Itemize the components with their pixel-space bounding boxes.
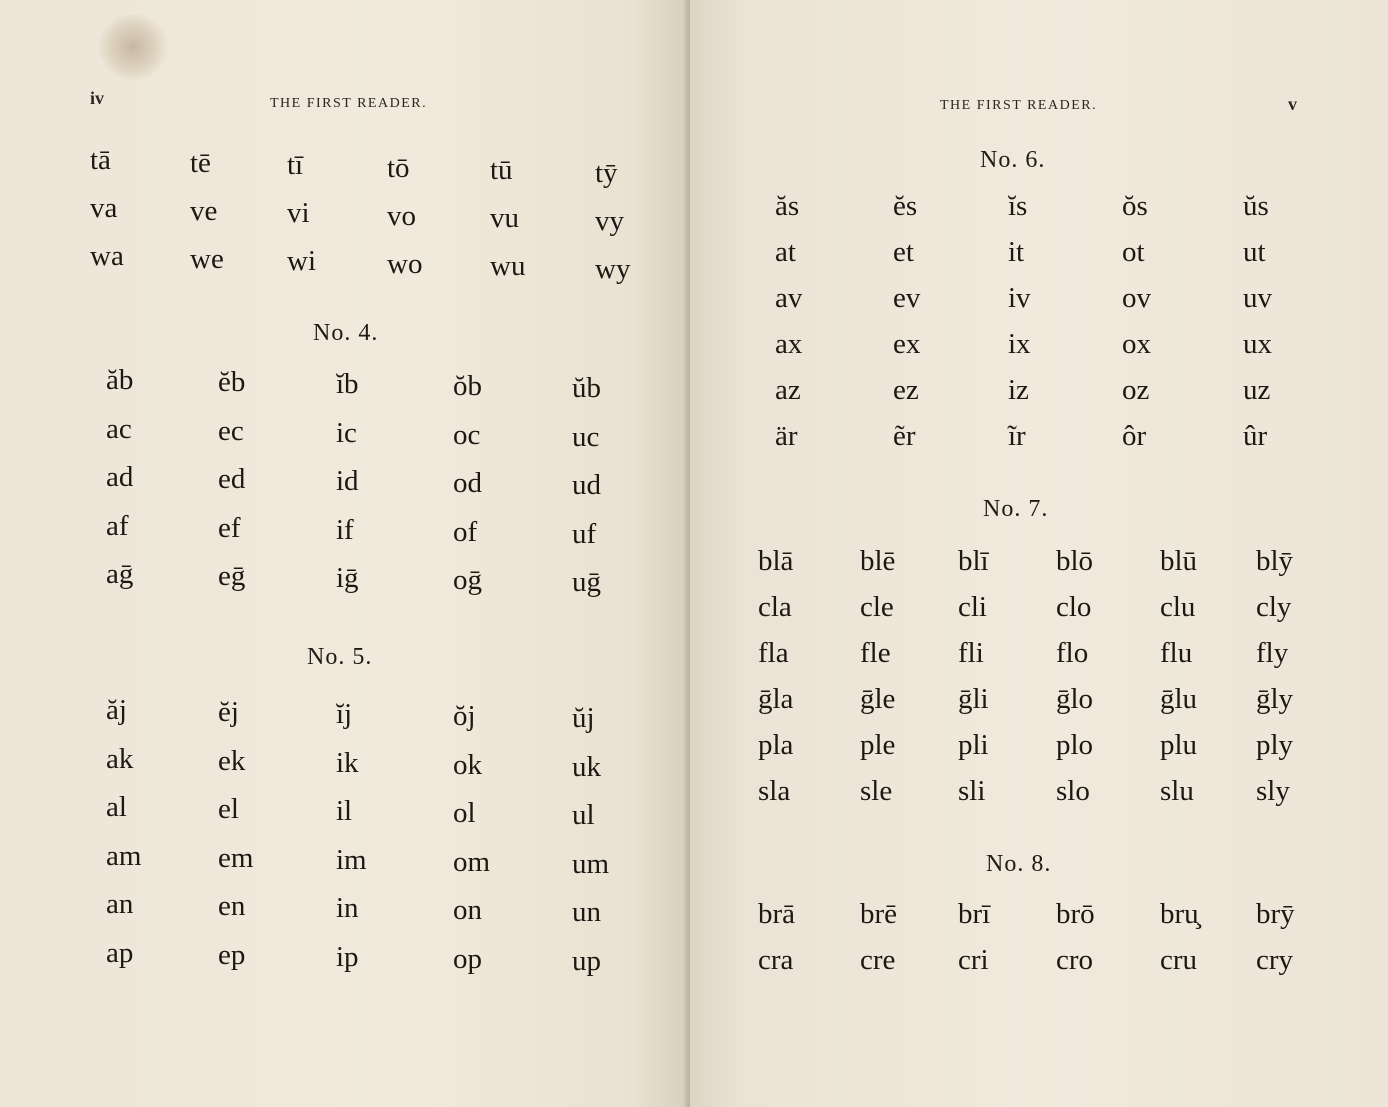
syllable: at	[775, 236, 796, 268]
syllable: iḡ	[336, 562, 359, 594]
syllable: fla	[758, 637, 789, 669]
syllable: ŭj	[572, 702, 595, 734]
syllable: va	[90, 192, 118, 224]
syllable: of	[453, 515, 478, 548]
syllable: uf	[572, 517, 597, 550]
syllable: flu	[1160, 637, 1193, 669]
syllable: iv	[1008, 282, 1031, 314]
syllable: wo	[387, 247, 423, 280]
syllable: ḡle	[860, 683, 896, 715]
syllable: ĭs	[1008, 190, 1028, 222]
syllable: az	[775, 374, 801, 406]
syllable: ep	[218, 938, 246, 971]
right-folio: v	[1288, 94, 1297, 114]
syllable: cre	[860, 944, 896, 976]
syllable: ĭj	[336, 698, 353, 730]
syllable: slu	[1160, 775, 1194, 807]
syllable: tō	[387, 151, 410, 184]
syllable: pla	[758, 729, 794, 761]
syllable: blē	[860, 545, 896, 577]
syllable: ŭs	[1243, 190, 1269, 222]
syllable: ĩr	[1008, 420, 1026, 452]
syllable: ot	[1122, 236, 1145, 268]
syllable: om	[453, 845, 491, 878]
right-running-head: THE FIRST READER.	[940, 98, 1098, 113]
syllable: sli	[958, 775, 986, 807]
syllable: cry	[1256, 944, 1294, 976]
syllable: ad	[106, 461, 134, 493]
syllable: ăs	[775, 190, 800, 222]
syllable: et	[893, 236, 914, 268]
syllable: vi	[287, 197, 310, 229]
syllable: ol	[453, 797, 476, 829]
syllable: ez	[893, 374, 919, 406]
syllable: af	[106, 509, 129, 542]
syllable: ḡlu	[1160, 683, 1198, 715]
syllable: oḡ	[453, 564, 482, 596]
syllable: brȳ	[1256, 898, 1295, 930]
syllable: ĕs	[893, 190, 918, 222]
syllable: it	[1008, 236, 1025, 268]
syllable: slo	[1056, 775, 1090, 807]
syllable: uv	[1243, 282, 1272, 314]
syllable: im	[336, 843, 367, 876]
syllable: ic	[336, 416, 357, 449]
syllable: ip	[336, 940, 359, 973]
syllable: aḡ	[106, 558, 134, 590]
syllable: ed	[218, 463, 246, 495]
left-running-head: THE FIRST READER.	[270, 96, 428, 111]
syllable: ve	[190, 194, 218, 227]
syllable: oc	[453, 418, 481, 451]
syllable: wu	[490, 250, 526, 282]
syllable: blō	[1056, 545, 1094, 577]
syllable: ef	[218, 511, 241, 544]
syllable: ac	[106, 412, 132, 445]
syllable: if	[336, 513, 354, 546]
syllable: cle	[860, 591, 894, 623]
syllable: clu	[1160, 591, 1196, 623]
syllable: cly	[1256, 591, 1292, 623]
syllable: il	[336, 795, 353, 827]
syllable: ek	[218, 744, 246, 777]
syllable: in	[336, 892, 359, 924]
syllable: sle	[860, 775, 893, 807]
syllable: ăb	[106, 364, 134, 396]
syllable: od	[453, 467, 482, 499]
syllable: um	[572, 847, 610, 880]
syllable: är	[775, 420, 798, 452]
syllable: flo	[1056, 637, 1089, 669]
syllable: we	[190, 242, 224, 275]
syllable: em	[218, 841, 254, 874]
syllable: ev	[893, 282, 921, 314]
syllable: cri	[958, 944, 989, 976]
syllable: ply	[1256, 729, 1294, 761]
syllable: sla	[758, 775, 791, 807]
syllable: ĭb	[336, 368, 359, 400]
section-heading-no-8: No. 8.	[986, 851, 1052, 877]
syllable: tē	[190, 146, 211, 179]
section-heading-no-7: No. 7.	[983, 496, 1049, 522]
syllable: ik	[336, 746, 359, 779]
syllable: pli	[958, 729, 989, 761]
syllable: ḡly	[1256, 683, 1294, 715]
syllable: iz	[1008, 374, 1029, 406]
syllable: sly	[1256, 775, 1290, 807]
syllable: fli	[958, 637, 984, 669]
section-heading-no-5: No. 5.	[307, 644, 373, 670]
syllable: plu	[1160, 729, 1198, 761]
syllable: blā	[758, 545, 794, 577]
syllable: el	[218, 793, 239, 825]
syllable: ĕb	[218, 366, 246, 398]
syllable: uc	[572, 420, 600, 453]
syllable: an	[106, 888, 134, 920]
syllable: uḡ	[572, 566, 601, 598]
syllable: ex	[893, 328, 921, 360]
syllable: tȳ	[595, 156, 618, 189]
syllable: ḡli	[958, 683, 989, 715]
syllable: en	[218, 890, 246, 922]
syllable: eḡ	[218, 560, 246, 592]
foxing-stain	[98, 14, 168, 80]
syllable: fly	[1256, 637, 1289, 669]
syllable: cla	[758, 591, 792, 623]
syllable: vo	[387, 199, 416, 232]
syllable: ĕj	[218, 696, 239, 728]
syllable: ple	[860, 729, 896, 761]
left-folio: iv	[90, 88, 105, 108]
syllable: ov	[1122, 282, 1151, 314]
syllable: blȳ	[1256, 545, 1294, 577]
syllable: av	[775, 282, 803, 314]
section-heading-no-6: No. 6.	[980, 147, 1046, 173]
syllable: clo	[1056, 591, 1092, 623]
syllable: ak	[106, 742, 134, 775]
syllable: un	[572, 896, 601, 928]
syllable: brā	[758, 898, 796, 930]
syllable: cru	[1160, 944, 1198, 976]
syllable: oz	[1122, 374, 1150, 406]
syllable: op	[453, 942, 482, 975]
syllable: brī	[958, 898, 991, 930]
syllable: ḡlo	[1056, 683, 1094, 715]
syllable: plo	[1056, 729, 1094, 761]
syllable: ut	[1243, 236, 1266, 268]
section-heading-no-4: No. 4.	[313, 320, 379, 346]
syllable: blū	[1160, 545, 1198, 577]
syllable: brō	[1056, 898, 1095, 930]
syllable: ŏb	[453, 370, 482, 402]
syllable: uz	[1243, 374, 1271, 406]
syllable: ux	[1243, 328, 1272, 360]
syllable: ŏj	[453, 700, 476, 732]
syllable: am	[106, 839, 142, 872]
syllable: cra	[758, 944, 794, 976]
syllable: tū	[490, 154, 513, 186]
syllable: cli	[958, 591, 987, 623]
syllable: al	[106, 791, 127, 823]
syllable: tā	[90, 144, 111, 176]
syllable: on	[453, 894, 482, 926]
syllable: fle	[860, 637, 891, 669]
syllable: vy	[595, 204, 624, 237]
syllable: ax	[775, 328, 803, 360]
syllable: ap	[106, 936, 134, 969]
syllable: ul	[572, 799, 595, 831]
syllable: ŏs	[1122, 190, 1148, 222]
syllable: ix	[1008, 328, 1031, 360]
syllable: ḡla	[758, 683, 794, 715]
syllable: wy	[595, 252, 631, 285]
syllable: id	[336, 465, 359, 497]
syllable: ec	[218, 414, 244, 447]
syllable: tī	[287, 149, 304, 181]
syllable: up	[572, 944, 601, 977]
syllable: ûr	[1243, 420, 1268, 452]
syllable: ud	[572, 469, 601, 501]
syllable: ăj	[106, 694, 127, 726]
left-page	[0, 0, 688, 1107]
syllable: bru̧	[1160, 898, 1199, 930]
syllable: wa	[90, 240, 124, 272]
syllable: ẽr	[893, 420, 916, 452]
syllable: blī	[958, 545, 989, 577]
syllable: cro	[1056, 944, 1094, 976]
syllable: ok	[453, 748, 482, 781]
syllable: ôr	[1122, 420, 1147, 452]
syllable: uk	[572, 750, 601, 783]
syllable: wi	[287, 245, 316, 277]
syllable: brē	[860, 898, 898, 930]
syllable: vu	[490, 202, 519, 234]
syllable: ŭb	[572, 372, 601, 404]
right-page	[690, 0, 1388, 1107]
syllable: ox	[1122, 328, 1151, 360]
